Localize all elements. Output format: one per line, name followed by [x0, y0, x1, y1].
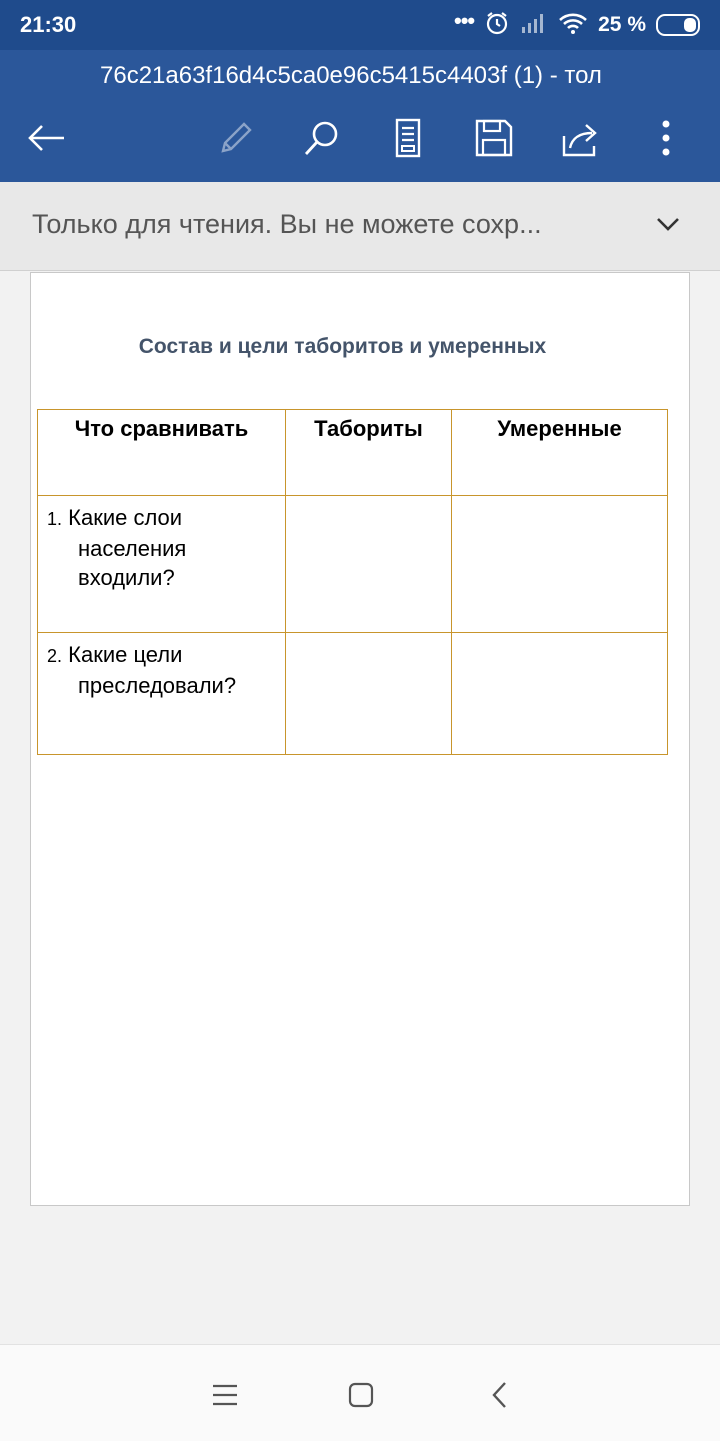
question-line: входили?	[78, 565, 175, 590]
alarm-icon	[484, 10, 510, 41]
header-moderates: Умеренные	[452, 410, 668, 496]
question-line: преследовали?	[78, 673, 237, 698]
notification-dots-icon: •••	[454, 8, 475, 33]
question-number: 2.	[47, 646, 63, 666]
pencil-icon[interactable]	[211, 113, 261, 163]
header-compare: Что сравнивать	[38, 410, 286, 496]
question-cell	[38, 633, 286, 755]
document-title: 76c21a63f16d4c5ca0e96c5415c4403f (1) - тол	[100, 62, 602, 89]
moderates-cell	[452, 496, 668, 633]
question-cell	[38, 496, 286, 633]
save-icon[interactable]	[469, 113, 519, 163]
back-arrow-icon[interactable]	[21, 113, 71, 163]
header-taborites: Табориты	[286, 410, 452, 496]
battery-percent: 25 %	[598, 13, 646, 36]
status-time: 21:30	[20, 12, 77, 37]
signal-icon	[520, 11, 548, 40]
toolbar	[0, 108, 720, 168]
comparison-table	[37, 409, 668, 755]
search-icon[interactable]	[297, 113, 347, 163]
status-bar	[0, 0, 720, 50]
reading-view-icon[interactable]	[383, 113, 433, 163]
system-nav-bar	[0, 1344, 720, 1441]
document-page[interactable]	[30, 272, 690, 1206]
chevron-down-icon[interactable]	[648, 204, 688, 244]
taborites-cell	[286, 496, 452, 633]
table-row	[38, 633, 668, 755]
moderates-cell	[452, 633, 668, 755]
home-icon[interactable]	[341, 1375, 381, 1415]
battery-icon	[656, 14, 700, 36]
table-row	[38, 496, 668, 633]
question-line: Какие слои	[68, 505, 183, 530]
taborites-cell	[286, 633, 452, 755]
table-header-row	[38, 410, 668, 496]
readonly-text: Только для чтения. Вы не можете сохр...	[32, 209, 542, 239]
menu-icon[interactable]	[205, 1375, 245, 1415]
document-heading: Состав и цели таборитов и умеренных	[138, 335, 547, 358]
status-icons	[454, 10, 700, 40]
question-line: населения	[78, 536, 187, 561]
app-bar	[0, 50, 720, 182]
readonly-banner[interactable]	[0, 182, 720, 271]
question-number: 1.	[47, 509, 63, 529]
share-icon[interactable]	[555, 113, 605, 163]
wifi-icon	[558, 11, 588, 40]
question-line: Какие цели	[68, 642, 183, 667]
back-icon[interactable]	[479, 1375, 519, 1415]
more-icon[interactable]	[641, 113, 691, 163]
